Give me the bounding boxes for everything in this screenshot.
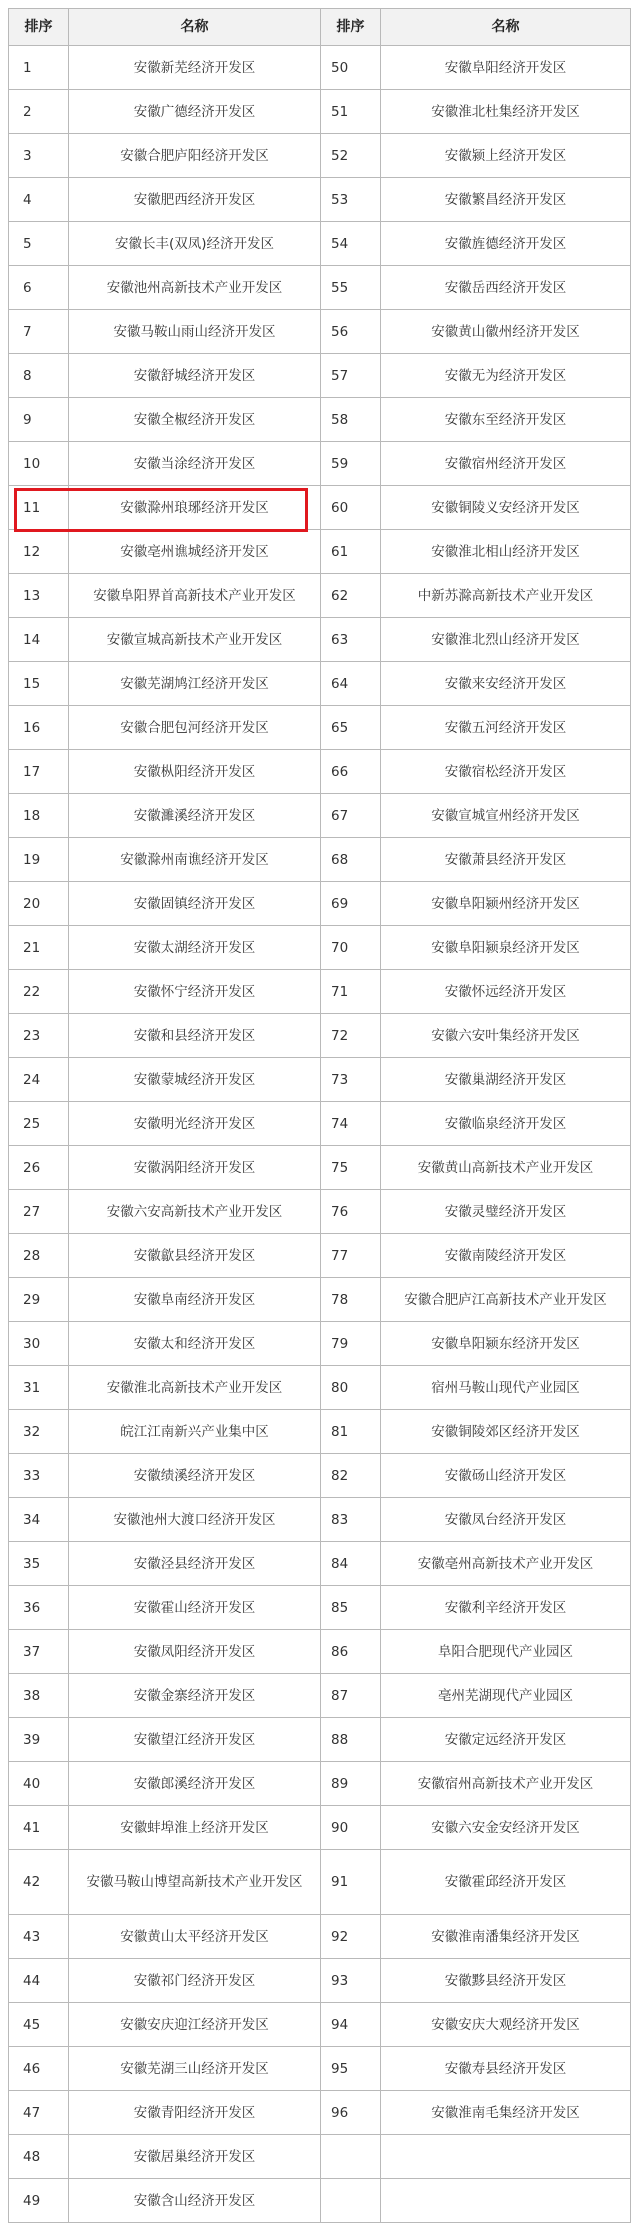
name-cell: 安徽居巢经济开发区 xyxy=(69,2135,321,2179)
name-cell: 安徽宣城高新技术产业开发区 xyxy=(69,618,321,662)
name-cell xyxy=(381,2135,631,2179)
rank-cell: 54 xyxy=(321,222,381,266)
name-cell: 安徽当涂经济开发区 xyxy=(69,442,321,486)
table-row xyxy=(9,1850,631,1915)
name-cell: 安徽淮北高新技术产业开发区 xyxy=(69,1366,321,1410)
name-cell: 安徽繁昌经济开发区 xyxy=(381,178,631,222)
table-row xyxy=(9,486,631,530)
rank-cell: 72 xyxy=(321,1014,381,1058)
name-cell: 安徽黄山高新技术产业开发区 xyxy=(381,1146,631,1190)
table-row xyxy=(9,2003,631,2047)
table-row xyxy=(9,1915,631,1959)
table-row xyxy=(9,1190,631,1234)
table-row xyxy=(9,354,631,398)
name-cell: 安徽六安叶集经济开发区 xyxy=(381,1014,631,1058)
name-cell: 安徽南陵经济开发区 xyxy=(381,1234,631,1278)
name-cell xyxy=(381,2179,631,2223)
table-row xyxy=(9,530,631,574)
rank-cell: 45 xyxy=(9,2003,69,2047)
name-cell: 安徽宿州高新技术产业开发区 xyxy=(381,1762,631,1806)
rank-cell: 94 xyxy=(321,2003,381,2047)
name-cell: 安徽濉溪经济开发区 xyxy=(69,794,321,838)
header-row xyxy=(9,9,631,46)
table-row xyxy=(9,1454,631,1498)
name-cell: 安徽临泉经济开发区 xyxy=(381,1102,631,1146)
name-cell: 安徽舒城经济开发区 xyxy=(69,354,321,398)
name-cell: 安徽蚌埠淮上经济开发区 xyxy=(69,1806,321,1850)
rank-cell: 65 xyxy=(321,706,381,750)
rank-cell: 59 xyxy=(321,442,381,486)
name-cell: 安徽淮南毛集经济开发区 xyxy=(381,2091,631,2135)
name-cell: 安徽岳西经济开发区 xyxy=(381,266,631,310)
rank-cell xyxy=(321,2179,381,2223)
header-name-left: 名称 xyxy=(69,9,321,46)
table-row xyxy=(9,2047,631,2091)
name-cell: 安徽青阳经济开发区 xyxy=(69,2091,321,2135)
name-cell: 安徽寿县经济开发区 xyxy=(381,2047,631,2091)
rank-cell: 30 xyxy=(9,1322,69,1366)
rank-cell: 70 xyxy=(321,926,381,970)
name-cell: 安徽怀远经济开发区 xyxy=(381,970,631,1014)
dev-zone-ranking-table xyxy=(8,8,631,2223)
rank-cell: 23 xyxy=(9,1014,69,1058)
rank-cell: 87 xyxy=(321,1674,381,1718)
rank-cell xyxy=(321,2135,381,2179)
name-cell: 安徽淮南潘集经济开发区 xyxy=(381,1915,631,1959)
name-cell: 安徽黄山徽州经济开发区 xyxy=(381,310,631,354)
rank-cell: 4 xyxy=(9,178,69,222)
name-cell: 安徽黄山太平经济开发区 xyxy=(69,1915,321,1959)
table-row xyxy=(9,1498,631,1542)
rank-cell: 12 xyxy=(9,530,69,574)
rank-cell: 42 xyxy=(9,1850,69,1915)
name-cell: 安徽巢湖经济开发区 xyxy=(381,1058,631,1102)
table-row xyxy=(9,1014,631,1058)
table-row xyxy=(9,618,631,662)
name-cell: 安徽淮北杜集经济开发区 xyxy=(381,90,631,134)
name-cell: 安徽明光经济开发区 xyxy=(69,1102,321,1146)
rank-cell: 15 xyxy=(9,662,69,706)
name-cell: 安徽阜阳颍东经济开发区 xyxy=(381,1322,631,1366)
table-row xyxy=(9,1366,631,1410)
table-row xyxy=(9,1542,631,1586)
name-cell: 安徽阜阳经济开发区 xyxy=(381,46,631,90)
name-cell: 安徽合肥包河经济开发区 xyxy=(69,706,321,750)
rank-cell: 3 xyxy=(9,134,69,178)
rank-cell: 39 xyxy=(9,1718,69,1762)
rank-cell: 10 xyxy=(9,442,69,486)
rank-cell: 63 xyxy=(321,618,381,662)
name-cell: 安徽淮北相山经济开发区 xyxy=(381,530,631,574)
name-cell: 安徽合肥庐江高新技术产业开发区 xyxy=(381,1278,631,1322)
rank-cell: 19 xyxy=(9,838,69,882)
name-cell: 安徽泾县经济开发区 xyxy=(69,1542,321,1586)
rank-cell: 20 xyxy=(9,882,69,926)
name-cell: 安徽宿松经济开发区 xyxy=(381,750,631,794)
name-cell: 安徽固镇经济开发区 xyxy=(69,882,321,926)
name-cell: 阜阳合肥现代产业园区 xyxy=(381,1630,631,1674)
rank-cell: 50 xyxy=(321,46,381,90)
table-row xyxy=(9,662,631,706)
rank-cell: 57 xyxy=(321,354,381,398)
table-row xyxy=(9,2135,631,2179)
rank-cell: 81 xyxy=(321,1410,381,1454)
name-cell: 安徽马鞍山雨山经济开发区 xyxy=(69,310,321,354)
name-cell: 安徽蒙城经济开发区 xyxy=(69,1058,321,1102)
name-cell: 安徽霍山经济开发区 xyxy=(69,1586,321,1630)
name-cell: 安徽亳州谯城经济开发区 xyxy=(69,530,321,574)
rank-cell: 55 xyxy=(321,266,381,310)
rank-cell: 47 xyxy=(9,2091,69,2135)
name-cell: 安徽宣城宣州经济开发区 xyxy=(381,794,631,838)
name-cell: 安徽望江经济开发区 xyxy=(69,1718,321,1762)
rank-cell: 31 xyxy=(9,1366,69,1410)
rank-cell: 96 xyxy=(321,2091,381,2135)
name-cell: 安徽全椒经济开发区 xyxy=(69,398,321,442)
name-cell: 安徽池州大渡口经济开发区 xyxy=(69,1498,321,1542)
name-cell: 安徽安庆迎江经济开发区 xyxy=(69,2003,321,2047)
name-cell: 安徽涡阳经济开发区 xyxy=(69,1146,321,1190)
table-row xyxy=(9,750,631,794)
table-row xyxy=(9,1146,631,1190)
name-cell: 宿州马鞍山现代产业园区 xyxy=(381,1366,631,1410)
name-cell: 安徽滁州琅琊经济开发区 xyxy=(69,486,321,530)
table-row xyxy=(9,1058,631,1102)
rank-cell: 76 xyxy=(321,1190,381,1234)
name-cell: 安徽肥西经济开发区 xyxy=(69,178,321,222)
rank-cell: 37 xyxy=(9,1630,69,1674)
rank-cell: 38 xyxy=(9,1674,69,1718)
rank-cell: 85 xyxy=(321,1586,381,1630)
rank-cell: 64 xyxy=(321,662,381,706)
header-rank-right: 排序 xyxy=(321,9,381,46)
name-cell: 安徽滁州南谯经济开发区 xyxy=(69,838,321,882)
name-cell: 安徽亳州高新技术产业开发区 xyxy=(381,1542,631,1586)
rank-cell: 52 xyxy=(321,134,381,178)
table-row xyxy=(9,1322,631,1366)
name-cell: 亳州芜湖现代产业园区 xyxy=(381,1674,631,1718)
name-cell: 安徽来安经济开发区 xyxy=(381,662,631,706)
name-cell: 安徽无为经济开发区 xyxy=(381,354,631,398)
rank-cell: 75 xyxy=(321,1146,381,1190)
name-cell: 安徽绩溪经济开发区 xyxy=(69,1454,321,1498)
name-cell: 安徽太湖经济开发区 xyxy=(69,926,321,970)
table-row xyxy=(9,1586,631,1630)
name-cell: 安徽阜阳界首高新技术产业开发区 xyxy=(69,574,321,618)
name-cell: 安徽黟县经济开发区 xyxy=(381,1959,631,2003)
rank-cell: 26 xyxy=(9,1146,69,1190)
table-row xyxy=(9,1410,631,1454)
name-cell: 安徽阜阳颍泉经济开发区 xyxy=(381,926,631,970)
rank-cell: 7 xyxy=(9,310,69,354)
name-cell: 安徽郎溪经济开发区 xyxy=(69,1762,321,1806)
name-cell: 皖江江南新兴产业集中区 xyxy=(69,1410,321,1454)
rank-cell: 71 xyxy=(321,970,381,1014)
rank-cell: 80 xyxy=(321,1366,381,1410)
header-name-right: 名称 xyxy=(381,9,631,46)
rank-cell: 40 xyxy=(9,1762,69,1806)
name-cell: 安徽利辛经济开发区 xyxy=(381,1586,631,1630)
name-cell: 安徽长丰(双凤)经济开发区 xyxy=(69,222,321,266)
rank-cell: 62 xyxy=(321,574,381,618)
rank-cell: 16 xyxy=(9,706,69,750)
table-row xyxy=(9,970,631,1014)
table-row xyxy=(9,2179,631,2223)
rank-cell: 82 xyxy=(321,1454,381,1498)
rank-cell: 78 xyxy=(321,1278,381,1322)
table-row xyxy=(9,398,631,442)
rank-cell: 92 xyxy=(321,1915,381,1959)
name-cell: 安徽六安金安经济开发区 xyxy=(381,1806,631,1850)
name-cell: 安徽含山经济开发区 xyxy=(69,2179,321,2223)
name-cell: 安徽怀宁经济开发区 xyxy=(69,970,321,1014)
name-cell: 安徽和县经济开发区 xyxy=(69,1014,321,1058)
rank-cell: 91 xyxy=(321,1850,381,1915)
rank-cell: 53 xyxy=(321,178,381,222)
name-cell: 安徽芜湖鸠江经济开发区 xyxy=(69,662,321,706)
table-row xyxy=(9,90,631,134)
rank-cell: 60 xyxy=(321,486,381,530)
rank-cell: 35 xyxy=(9,1542,69,1586)
name-cell: 安徽池州高新技术产业开发区 xyxy=(69,266,321,310)
name-cell: 安徽砀山经济开发区 xyxy=(381,1454,631,1498)
table-row xyxy=(9,1234,631,1278)
rank-cell: 41 xyxy=(9,1806,69,1850)
table-row xyxy=(9,1762,631,1806)
table-row xyxy=(9,1959,631,2003)
table-row xyxy=(9,222,631,266)
name-cell: 安徽阜阳颍州经济开发区 xyxy=(381,882,631,926)
table-row xyxy=(9,46,631,90)
rank-cell: 58 xyxy=(321,398,381,442)
rank-cell: 86 xyxy=(321,1630,381,1674)
header-rank-left: 排序 xyxy=(9,9,69,46)
rank-cell: 51 xyxy=(321,90,381,134)
name-cell: 安徽凤阳经济开发区 xyxy=(69,1630,321,1674)
name-cell: 安徽萧县经济开发区 xyxy=(381,838,631,882)
rank-cell: 43 xyxy=(9,1915,69,1959)
rank-cell: 67 xyxy=(321,794,381,838)
rank-cell: 74 xyxy=(321,1102,381,1146)
rank-cell: 90 xyxy=(321,1806,381,1850)
rank-cell: 22 xyxy=(9,970,69,1014)
rank-cell: 83 xyxy=(321,1498,381,1542)
table-row xyxy=(9,1630,631,1674)
rank-cell: 48 xyxy=(9,2135,69,2179)
rank-cell: 69 xyxy=(321,882,381,926)
table-row xyxy=(9,1278,631,1322)
name-cell: 安徽淮北烈山经济开发区 xyxy=(381,618,631,662)
rank-cell: 33 xyxy=(9,1454,69,1498)
rank-cell: 1 xyxy=(9,46,69,90)
name-cell: 安徽六安高新技术产业开发区 xyxy=(69,1190,321,1234)
table-body xyxy=(9,46,631,2223)
rank-cell: 6 xyxy=(9,266,69,310)
rank-cell: 84 xyxy=(321,1542,381,1586)
rank-cell: 73 xyxy=(321,1058,381,1102)
rank-cell: 2 xyxy=(9,90,69,134)
table-row xyxy=(9,442,631,486)
rank-cell: 68 xyxy=(321,838,381,882)
name-cell: 安徽金寨经济开发区 xyxy=(69,1674,321,1718)
rank-cell: 11 xyxy=(9,486,69,530)
rank-cell: 21 xyxy=(9,926,69,970)
name-cell: 安徽定远经济开发区 xyxy=(381,1718,631,1762)
name-cell: 安徽凤台经济开发区 xyxy=(381,1498,631,1542)
rank-cell: 18 xyxy=(9,794,69,838)
rank-cell: 17 xyxy=(9,750,69,794)
name-cell: 安徽五河经济开发区 xyxy=(381,706,631,750)
table-row xyxy=(9,574,631,618)
rank-cell: 25 xyxy=(9,1102,69,1146)
table-row xyxy=(9,706,631,750)
name-cell: 安徽广德经济开发区 xyxy=(69,90,321,134)
table-row xyxy=(9,838,631,882)
name-cell: 安徽灵璧经济开发区 xyxy=(381,1190,631,1234)
rank-cell: 93 xyxy=(321,1959,381,2003)
rank-cell: 95 xyxy=(321,2047,381,2091)
rank-cell: 89 xyxy=(321,1762,381,1806)
rank-cell: 56 xyxy=(321,310,381,354)
rank-cell: 9 xyxy=(9,398,69,442)
rank-cell: 27 xyxy=(9,1190,69,1234)
table-row xyxy=(9,134,631,178)
name-cell: 安徽祁门经济开发区 xyxy=(69,1959,321,2003)
rank-cell: 88 xyxy=(321,1718,381,1762)
table-row xyxy=(9,310,631,354)
name-cell: 安徽安庆大观经济开发区 xyxy=(381,2003,631,2047)
table-row xyxy=(9,1718,631,1762)
rank-cell: 49 xyxy=(9,2179,69,2223)
table-row xyxy=(9,794,631,838)
name-cell: 安徽合肥庐阳经济开发区 xyxy=(69,134,321,178)
name-cell: 安徽霍邱经济开发区 xyxy=(381,1850,631,1915)
rank-cell: 28 xyxy=(9,1234,69,1278)
table-row xyxy=(9,1806,631,1850)
rank-cell: 77 xyxy=(321,1234,381,1278)
name-cell: 安徽马鞍山博望高新技术产业开发区 xyxy=(69,1850,321,1915)
rank-cell: 46 xyxy=(9,2047,69,2091)
rank-cell: 8 xyxy=(9,354,69,398)
name-cell: 安徽歙县经济开发区 xyxy=(69,1234,321,1278)
name-cell: 安徽芜湖三山经济开发区 xyxy=(69,2047,321,2091)
name-cell: 安徽铜陵义安经济开发区 xyxy=(381,486,631,530)
rank-cell: 14 xyxy=(9,618,69,662)
table-row xyxy=(9,2091,631,2135)
table-row xyxy=(9,882,631,926)
table-row xyxy=(9,266,631,310)
name-cell: 安徽阜南经济开发区 xyxy=(69,1278,321,1322)
name-cell: 安徽宿州经济开发区 xyxy=(381,442,631,486)
rank-cell: 79 xyxy=(321,1322,381,1366)
name-cell: 安徽东至经济开发区 xyxy=(381,398,631,442)
rank-cell: 24 xyxy=(9,1058,69,1102)
name-cell: 安徽铜陵郊区经济开发区 xyxy=(381,1410,631,1454)
name-cell: 安徽新芜经济开发区 xyxy=(69,46,321,90)
name-cell: 安徽太和经济开发区 xyxy=(69,1322,321,1366)
table-row xyxy=(9,926,631,970)
name-cell: 中新苏滁高新技术产业开发区 xyxy=(381,574,631,618)
table-row xyxy=(9,1674,631,1718)
rank-cell: 29 xyxy=(9,1278,69,1322)
table-row xyxy=(9,1102,631,1146)
name-cell: 安徽旌德经济开发区 xyxy=(381,222,631,266)
rank-cell: 66 xyxy=(321,750,381,794)
rank-cell: 36 xyxy=(9,1586,69,1630)
rank-cell: 5 xyxy=(9,222,69,266)
name-cell: 安徽颍上经济开发区 xyxy=(381,134,631,178)
rank-cell: 13 xyxy=(9,574,69,618)
rank-cell: 44 xyxy=(9,1959,69,2003)
rank-cell: 32 xyxy=(9,1410,69,1454)
rank-cell: 34 xyxy=(9,1498,69,1542)
name-cell: 安徽枞阳经济开发区 xyxy=(69,750,321,794)
table-row xyxy=(9,178,631,222)
rank-cell: 61 xyxy=(321,530,381,574)
